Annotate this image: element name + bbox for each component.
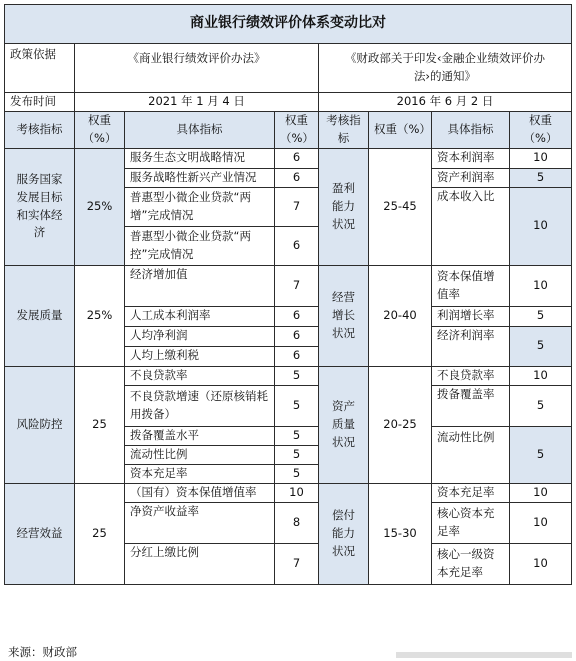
group-name: 风险防控 — [5, 366, 75, 483]
new-indicator-name: 资产利润率 — [432, 168, 510, 187]
indicator-name: 经济增加值 — [125, 265, 275, 306]
table-row — [5, 148, 572, 168]
indicator-name: 人均上缴利税 — [125, 346, 275, 366]
group-name: 服务国家发展目标和实体经济 — [5, 148, 75, 265]
new-indicator-weight: 10 — [510, 483, 572, 502]
indicator-name: 普惠型小微企业贷款“两增”完成情况 — [125, 187, 275, 226]
header-new-dimension: 考核指标 — [319, 112, 369, 149]
title-row — [5, 5, 572, 44]
new-group-name: 经营增长状况 — [319, 265, 369, 366]
new-indicator-name: 成本收入比 — [432, 187, 510, 265]
indicator-weight: 7 — [275, 187, 319, 226]
new-group-weight: 25-45 — [369, 148, 432, 265]
new-indicator-name: 拨备覆盖率 — [432, 385, 510, 426]
new-indicator-name: 资本保值增值率 — [432, 265, 510, 306]
indicator-name: 不良贷款率 — [125, 366, 275, 385]
indicator-name: （国有）资本保值增值率 — [125, 483, 275, 502]
new-indicator-weight: 10 — [510, 265, 572, 306]
new-indicator-weight: 5 — [510, 168, 572, 187]
new-indicator-weight: 10 — [510, 148, 572, 168]
indicator-name: 流动性比例 — [125, 445, 275, 464]
header-new-weight: 权重（%） — [369, 112, 432, 149]
new-indicator-name: 经济利润率 — [432, 326, 510, 366]
indicator-name: 普惠型小微企业贷款“两控”完成情况 — [125, 226, 275, 265]
new-indicator-name: 不良贷款率 — [432, 366, 510, 385]
header-weight: 权重（%） — [75, 112, 125, 149]
source-note: 来源：财政部 — [8, 645, 77, 659]
date-row — [5, 93, 572, 112]
new-indicator-name: 流动性比例 — [432, 426, 510, 483]
indicator-name: 不良贷款增速（还原核销耗用拨备） — [125, 385, 275, 426]
new-indicator-name: 核心资本充足率 — [432, 502, 510, 543]
indicator-weight: 7 — [275, 265, 319, 306]
new-indicator-weight: 10 — [510, 543, 572, 584]
group-weight: 25 — [75, 483, 125, 584]
table-row — [5, 265, 572, 306]
table-row — [5, 366, 572, 385]
new-group-name: 资产质量状况 — [319, 366, 369, 483]
new-indicator-name: 资本利润率 — [432, 148, 510, 168]
indicator-weight: 8 — [275, 502, 319, 543]
indicator-weight: 6 — [275, 226, 319, 265]
indicator-weight: 5 — [275, 385, 319, 426]
date-new: 2016 年 6 月 2 日 — [319, 93, 572, 112]
indicator-name: 服务战略性新兴产业情况 — [125, 168, 275, 187]
basis-new: 《财政部关于印发‹金融企业绩效评价办法›的通知》 — [319, 44, 572, 93]
new-group-name: 偿付能力状况 — [319, 483, 369, 584]
header-row — [5, 112, 572, 149]
table-row — [5, 483, 572, 502]
date-label: 发布时间 — [5, 93, 75, 112]
new-indicator-weight: 5 — [510, 326, 572, 366]
indicator-weight: 5 — [275, 366, 319, 385]
indicator-weight: 6 — [275, 168, 319, 187]
new-indicator-name: 利润增长率 — [432, 306, 510, 326]
new-indicator-weight: 5 — [510, 426, 572, 483]
basis-label: 政策依据 — [5, 44, 75, 93]
indicator-name: 资本充足率 — [125, 464, 275, 483]
new-indicator-weight: 10 — [510, 187, 572, 265]
header-dimension: 考核指标 — [5, 112, 75, 149]
new-group-weight: 15-30 — [369, 483, 432, 584]
new-indicator-name: 核心一级资本充足率 — [432, 543, 510, 584]
date-old: 2021 年 1 月 4 日 — [75, 93, 319, 112]
header-new-weight2: 权重（%） — [510, 112, 572, 149]
indicator-name: 人均净利润 — [125, 326, 275, 346]
indicator-name: 人工成本利润率 — [125, 306, 275, 326]
indicator-weight: 5 — [275, 426, 319, 445]
new-indicator-weight: 10 — [510, 366, 572, 385]
indicator-name: 拨备覆盖水平 — [125, 426, 275, 445]
indicator-name: 分红上缴比例 — [125, 543, 275, 584]
indicator-weight: 5 — [275, 464, 319, 483]
basis-row — [5, 44, 572, 93]
new-indicator-weight: 5 — [510, 385, 572, 426]
indicator-weight: 10 — [275, 483, 319, 502]
indicator-weight: 5 — [275, 445, 319, 464]
indicator-weight: 7 — [275, 543, 319, 584]
group-weight: 25 — [75, 366, 125, 483]
basis-old: 《商业银行绩效评价办法》 — [75, 44, 319, 93]
watermark — [396, 652, 572, 658]
group-weight: 25% — [75, 265, 125, 366]
indicator-weight: 6 — [275, 346, 319, 366]
header-weight2: 权重（%） — [275, 112, 319, 149]
new-indicator-name: 资本充足率 — [432, 483, 510, 502]
new-group-name: 盈利能力状况 — [319, 148, 369, 265]
group-name: 经营效益 — [5, 483, 75, 584]
indicator-weight: 6 — [275, 306, 319, 326]
table-title: 商业银行绩效评价体系变动比对 — [5, 5, 572, 44]
indicator-name: 净资产收益率 — [125, 502, 275, 543]
indicator-name: 服务生态文明战略情况 — [125, 148, 275, 168]
group-name: 发展质量 — [5, 265, 75, 366]
header-new-indicator: 具体指标 — [432, 112, 510, 149]
comparison-table — [4, 4, 572, 585]
group-weight: 25% — [75, 148, 125, 265]
new-group-weight: 20-25 — [369, 366, 432, 483]
header-indicator: 具体指标 — [125, 112, 275, 149]
indicator-weight: 6 — [275, 148, 319, 168]
new-indicator-weight: 10 — [510, 502, 572, 543]
new-group-weight: 20-40 — [369, 265, 432, 366]
new-indicator-weight: 5 — [510, 306, 572, 326]
indicator-weight: 6 — [275, 326, 319, 346]
